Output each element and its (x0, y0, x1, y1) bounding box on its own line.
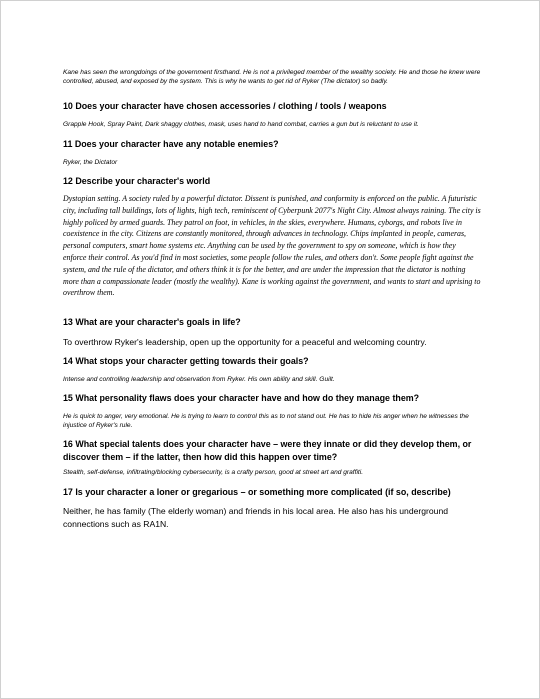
question-17-heading: 17 Is your character a loner or gregarious – or something more complicated (if so, describe) (63, 487, 451, 497)
question-10-answer: Grapple Hook, Spray Paint, Dark shaggy clothes, mask, uses hand to hand combat, carries a gun but is reluctant to use it. (63, 121, 419, 128)
question-12-answer: Dystopian setting. A society ruled by a powerful dictator. Dissent is punished, and conformity is enforced on the public. A futuristic city, including tall buildings, lots of lights, high tech, reminiscent of Cyberpunk 2077's Night City. Almost always raining. The city is highly policed by armed guards. They patrol on foot, in vehicles, in the skies, everywhere. Humans, cyborgs, and robots live in coexistence in the city. Citizens are constantly monitored, through advances in technology. Chips implanted in people, cameras, personal computers, smart home systems etc. Anything can be used by the government to spy on someone, which is how they enforce their control. As you'd find in most societies, some people follow the rules, and others don't. Some people fight against the system, and the rule of the dictator, and others think it is for the better, and are under the impression that the dictator is nothing more than a compassionate leader (mostly the wealthy). Kane is working against the government, and wants to start and uprising to overthrow them. (63, 194, 481, 298)
question-14-heading: 14 What stops your character getting towards their goals? (63, 356, 309, 366)
question-14-answer: Intense and controlling leadership and observation from Ryker. His own ability and skill. Guilt. (63, 376, 335, 383)
question-15-answer: He is quick to anger, very emotional. He is trying to learn to control this as to not stand out. He has to hide his anger when he witnesses the injustice of Ryker's rule. (63, 413, 469, 430)
question-11-answer: Ryker, the Dictator (63, 159, 118, 166)
question-17-answer: Neither, he has family (The elderly woman) and friends in his local area. He also has his underground connections such as RA1N. (63, 506, 449, 529)
question-16-answer: Stealth, self-defense, infiltrating/blocking cybersecurity, is a crafty person, good at street art and graffiti. (63, 469, 364, 476)
question-11-heading: 11 Does your character have any notable enemies? (63, 139, 279, 149)
question-16-heading: 16 What special talents does your character have – were they innate or did they develop them, or discover them – if the latter, then how did this happen over time? (63, 439, 472, 462)
question-12-heading: 12 Describe your character's world (63, 176, 211, 186)
question-13-heading: 13 What are your character's goals in life? (63, 317, 241, 327)
question-15-heading: 15 What personality flaws does your character have and how do they manage them? (63, 393, 420, 403)
intro-paragraph: Kane has seen the wrongdoings of the government firsthand. He is not a privileged member of the wealthy society. He and those he knew were controlled, abused, and exposed by the system. This is why he wants to get rid of Ryker (The dictator) so badly. (63, 69, 481, 86)
question-13-answer: To overthrow Ryker's leadership, open up the opportunity for a peaceful and welcoming country. (63, 337, 427, 347)
question-10-heading: 10 Does your character have chosen accessories / clothing / tools / weapons (63, 101, 387, 111)
